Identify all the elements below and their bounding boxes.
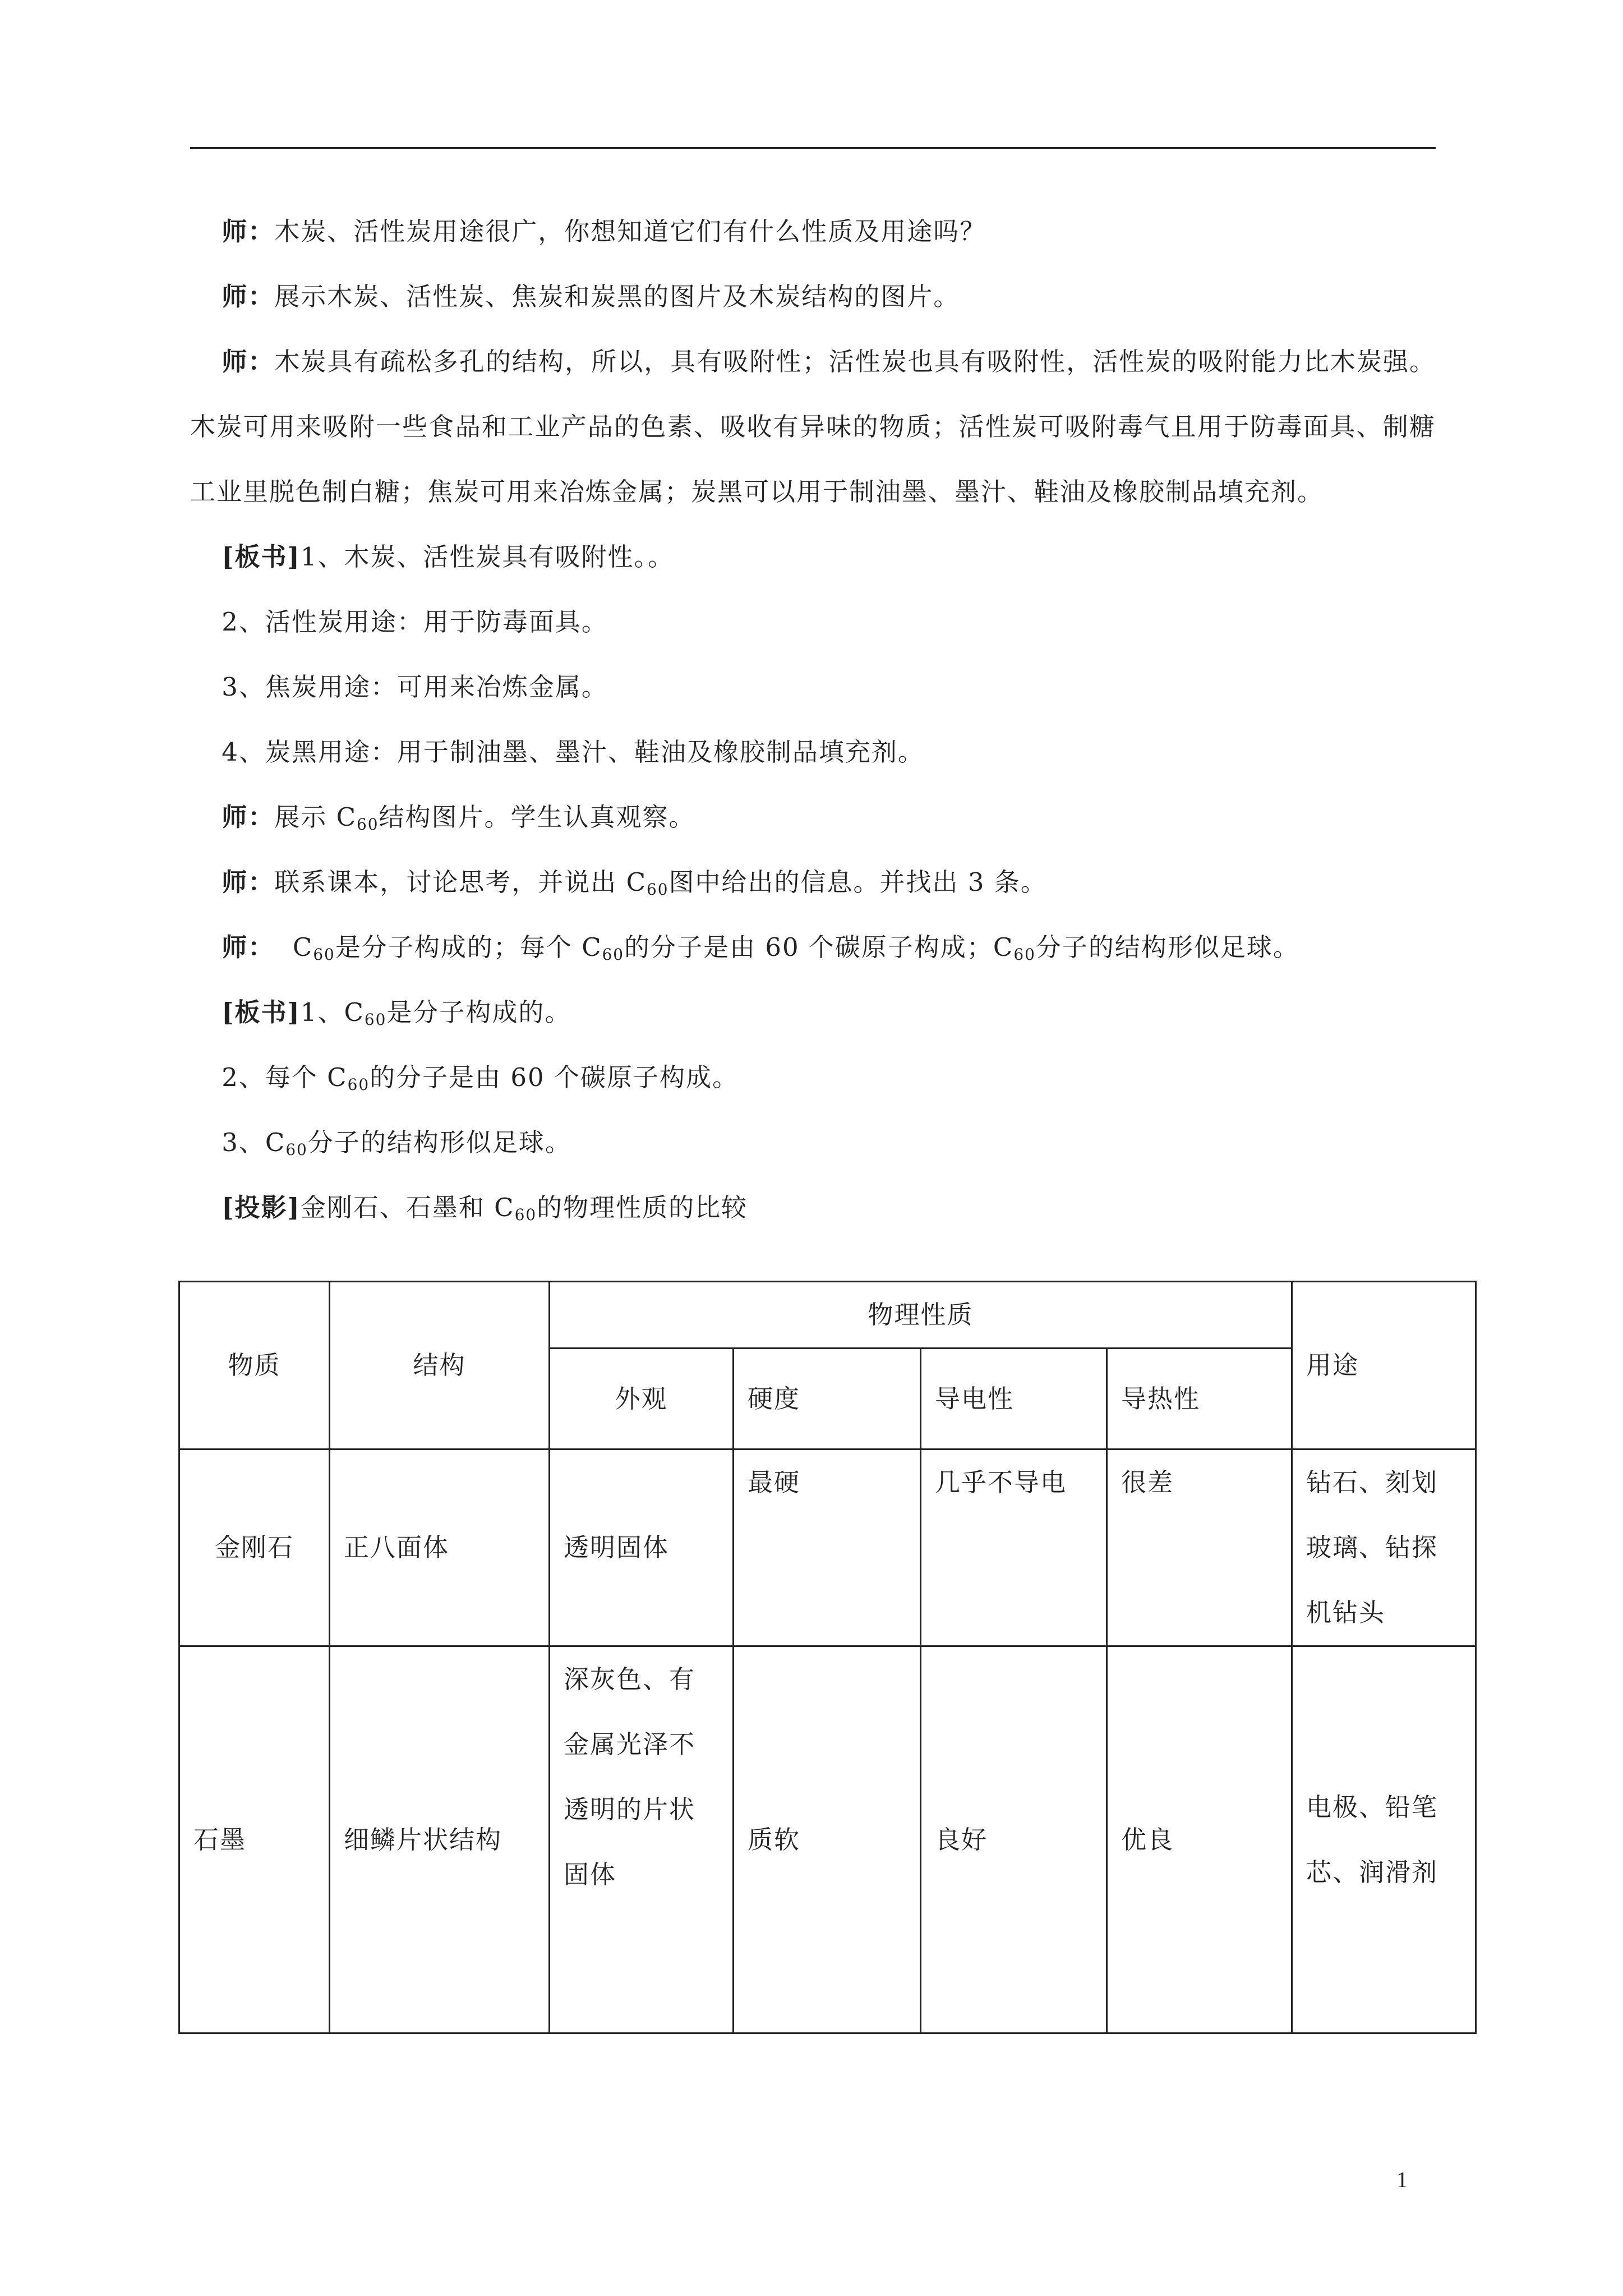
header-thermal: 导热性 xyxy=(1107,1349,1292,1450)
board-note-4 xyxy=(190,720,1436,785)
subscript: 60 xyxy=(602,945,625,964)
text-segment: 1、C xyxy=(300,997,365,1027)
cell-conductivity: 几乎不导电 xyxy=(921,1450,1107,1646)
paragraph-text: 4、炭黑用途：用于制油墨、墨汁、鞋油及橡胶制品填充剂。 xyxy=(222,737,924,767)
page-number: 1 xyxy=(1396,2167,1408,2192)
projection-line xyxy=(190,1175,1436,1240)
c60-show-line xyxy=(190,785,1436,850)
board-note-2 xyxy=(190,590,1436,655)
projection-label: [投影] xyxy=(222,1193,301,1222)
header-hardness: 硬度 xyxy=(734,1349,921,1450)
paragraph-text: 木炭具有疏松多孔的结构，所以，具有吸附性；活性炭也具有吸附性，活性炭的吸附能力比木炭强。木炭可用来吸附一些食品和工业产品的色素、吸收有异味的物质；活性炭可吸附毒气且用于防毒面具、制糖工业里脱色制白糖；焦炭可用来冶炼金属；炭黑可以用于制油墨、墨汁、鞋油及橡胶制品填充剂。 xyxy=(190,347,1436,507)
paragraph-text: 展示木炭、活性炭、焦炭和炭黑的图片及木炭结构的图片。 xyxy=(274,282,960,311)
header-appearance: 外观 xyxy=(550,1349,734,1450)
comparison-table xyxy=(178,1281,1477,2034)
header-use: 用途 xyxy=(1292,1282,1476,1450)
text-segment: 的物理性质的比较 xyxy=(537,1193,748,1222)
cell-use: 钻石、刻划玻璃、钻探机钻头 xyxy=(1292,1450,1476,1646)
text-segment: 展示 C xyxy=(274,802,357,832)
cell-use: 电极、铅笔芯、润滑剂 xyxy=(1292,1646,1476,2033)
text-segment: 是分子构成的。 xyxy=(386,997,571,1027)
paragraph-1 xyxy=(190,199,1436,264)
c60-board-2 xyxy=(190,1045,1436,1110)
paragraph-text: 3、焦炭用途：可用来冶炼金属。 xyxy=(222,672,608,702)
board-note-3 xyxy=(190,655,1436,720)
text-segment: 分子的结构形似足球。 xyxy=(1035,932,1299,962)
subscript: 60 xyxy=(647,880,669,899)
subscript: 60 xyxy=(313,945,335,964)
paragraph-text: 1、木炭、活性炭具有吸附性。。 xyxy=(300,542,674,572)
speaker-label: 师： xyxy=(222,802,275,832)
text-segment: 2、每个 C xyxy=(222,1062,348,1092)
text-segment: 图中给出的信息。并找出 3 条。 xyxy=(668,867,1047,897)
header-physical-properties: 物理性质 xyxy=(550,1282,1292,1349)
cell-appearance: 透明固体 xyxy=(550,1450,734,1646)
text-segment: 的分子是由 60 个碳原子构成。 xyxy=(370,1062,739,1092)
c60-discuss-line xyxy=(190,850,1436,915)
text-segment: 联系课本，讨论思考，并说出 C xyxy=(274,867,647,897)
cell-structure: 正八面体 xyxy=(330,1450,550,1646)
header-structure: 结构 xyxy=(330,1282,550,1450)
paragraph-3 xyxy=(190,329,1436,524)
cell-substance: 金刚石 xyxy=(179,1450,330,1646)
paragraph-2 xyxy=(190,264,1436,329)
c60-facts-line xyxy=(190,915,1436,980)
cell-conductivity: 良好 xyxy=(921,1646,1107,2033)
text-segment: 的分子是由 60 个碳原子构成；C xyxy=(624,932,1014,962)
text-segment: 金刚石、石墨和 C xyxy=(300,1193,515,1222)
cell-structure: 细鳞片状结构 xyxy=(330,1646,550,2033)
speaker-label: 师： xyxy=(222,217,275,246)
text-segment: C xyxy=(292,932,313,962)
c60-board-3 xyxy=(190,1110,1436,1175)
paragraph-text: 2、活性炭用途：用于防毒面具。 xyxy=(222,607,608,637)
header-rule xyxy=(190,147,1436,149)
board-label: [板书] xyxy=(222,542,301,572)
text-segment: 3、C xyxy=(222,1128,286,1157)
header-conductivity: 导电性 xyxy=(921,1349,1107,1450)
table-row xyxy=(179,1646,1476,2033)
cell-hardness: 最硬 xyxy=(734,1450,921,1646)
lesson-body xyxy=(190,199,1436,1240)
cell-thermal: 很差 xyxy=(1107,1450,1292,1646)
cell-substance: 石墨 xyxy=(179,1646,330,2033)
subscript: 60 xyxy=(1013,945,1036,964)
board-label: [板书] xyxy=(222,997,301,1027)
speaker-label: 师： xyxy=(222,932,275,962)
cell-appearance: 深灰色、有金属光泽不透明的片状固体 xyxy=(550,1646,734,2033)
header-substance: 物质 xyxy=(179,1282,330,1450)
board-note-1 xyxy=(190,524,1436,590)
text-segment: 是分子构成的；每个 C xyxy=(335,932,602,962)
speaker-label: 师： xyxy=(222,347,275,376)
subscript: 60 xyxy=(357,815,379,834)
speaker-label: 师： xyxy=(222,282,275,311)
c60-board-1 xyxy=(190,980,1436,1045)
subscript: 60 xyxy=(514,1205,537,1224)
subscript: 60 xyxy=(285,1140,308,1159)
paragraph-text: 木炭、活性炭用途很广，你想知道它们有什么性质及用途吗？ xyxy=(274,217,986,246)
table-header-row xyxy=(179,1282,1476,1349)
speaker-label: 师： xyxy=(222,867,275,897)
cell-hardness: 质软 xyxy=(734,1646,921,2033)
text-segment: 分子的结构形似足球。 xyxy=(307,1128,571,1157)
text-segment: 结构图片。学生认真观察。 xyxy=(379,802,695,832)
cell-thermal: 优良 xyxy=(1107,1646,1292,2033)
subscript: 60 xyxy=(347,1075,370,1094)
table-row xyxy=(179,1450,1476,1646)
subscript: 60 xyxy=(364,1010,387,1029)
